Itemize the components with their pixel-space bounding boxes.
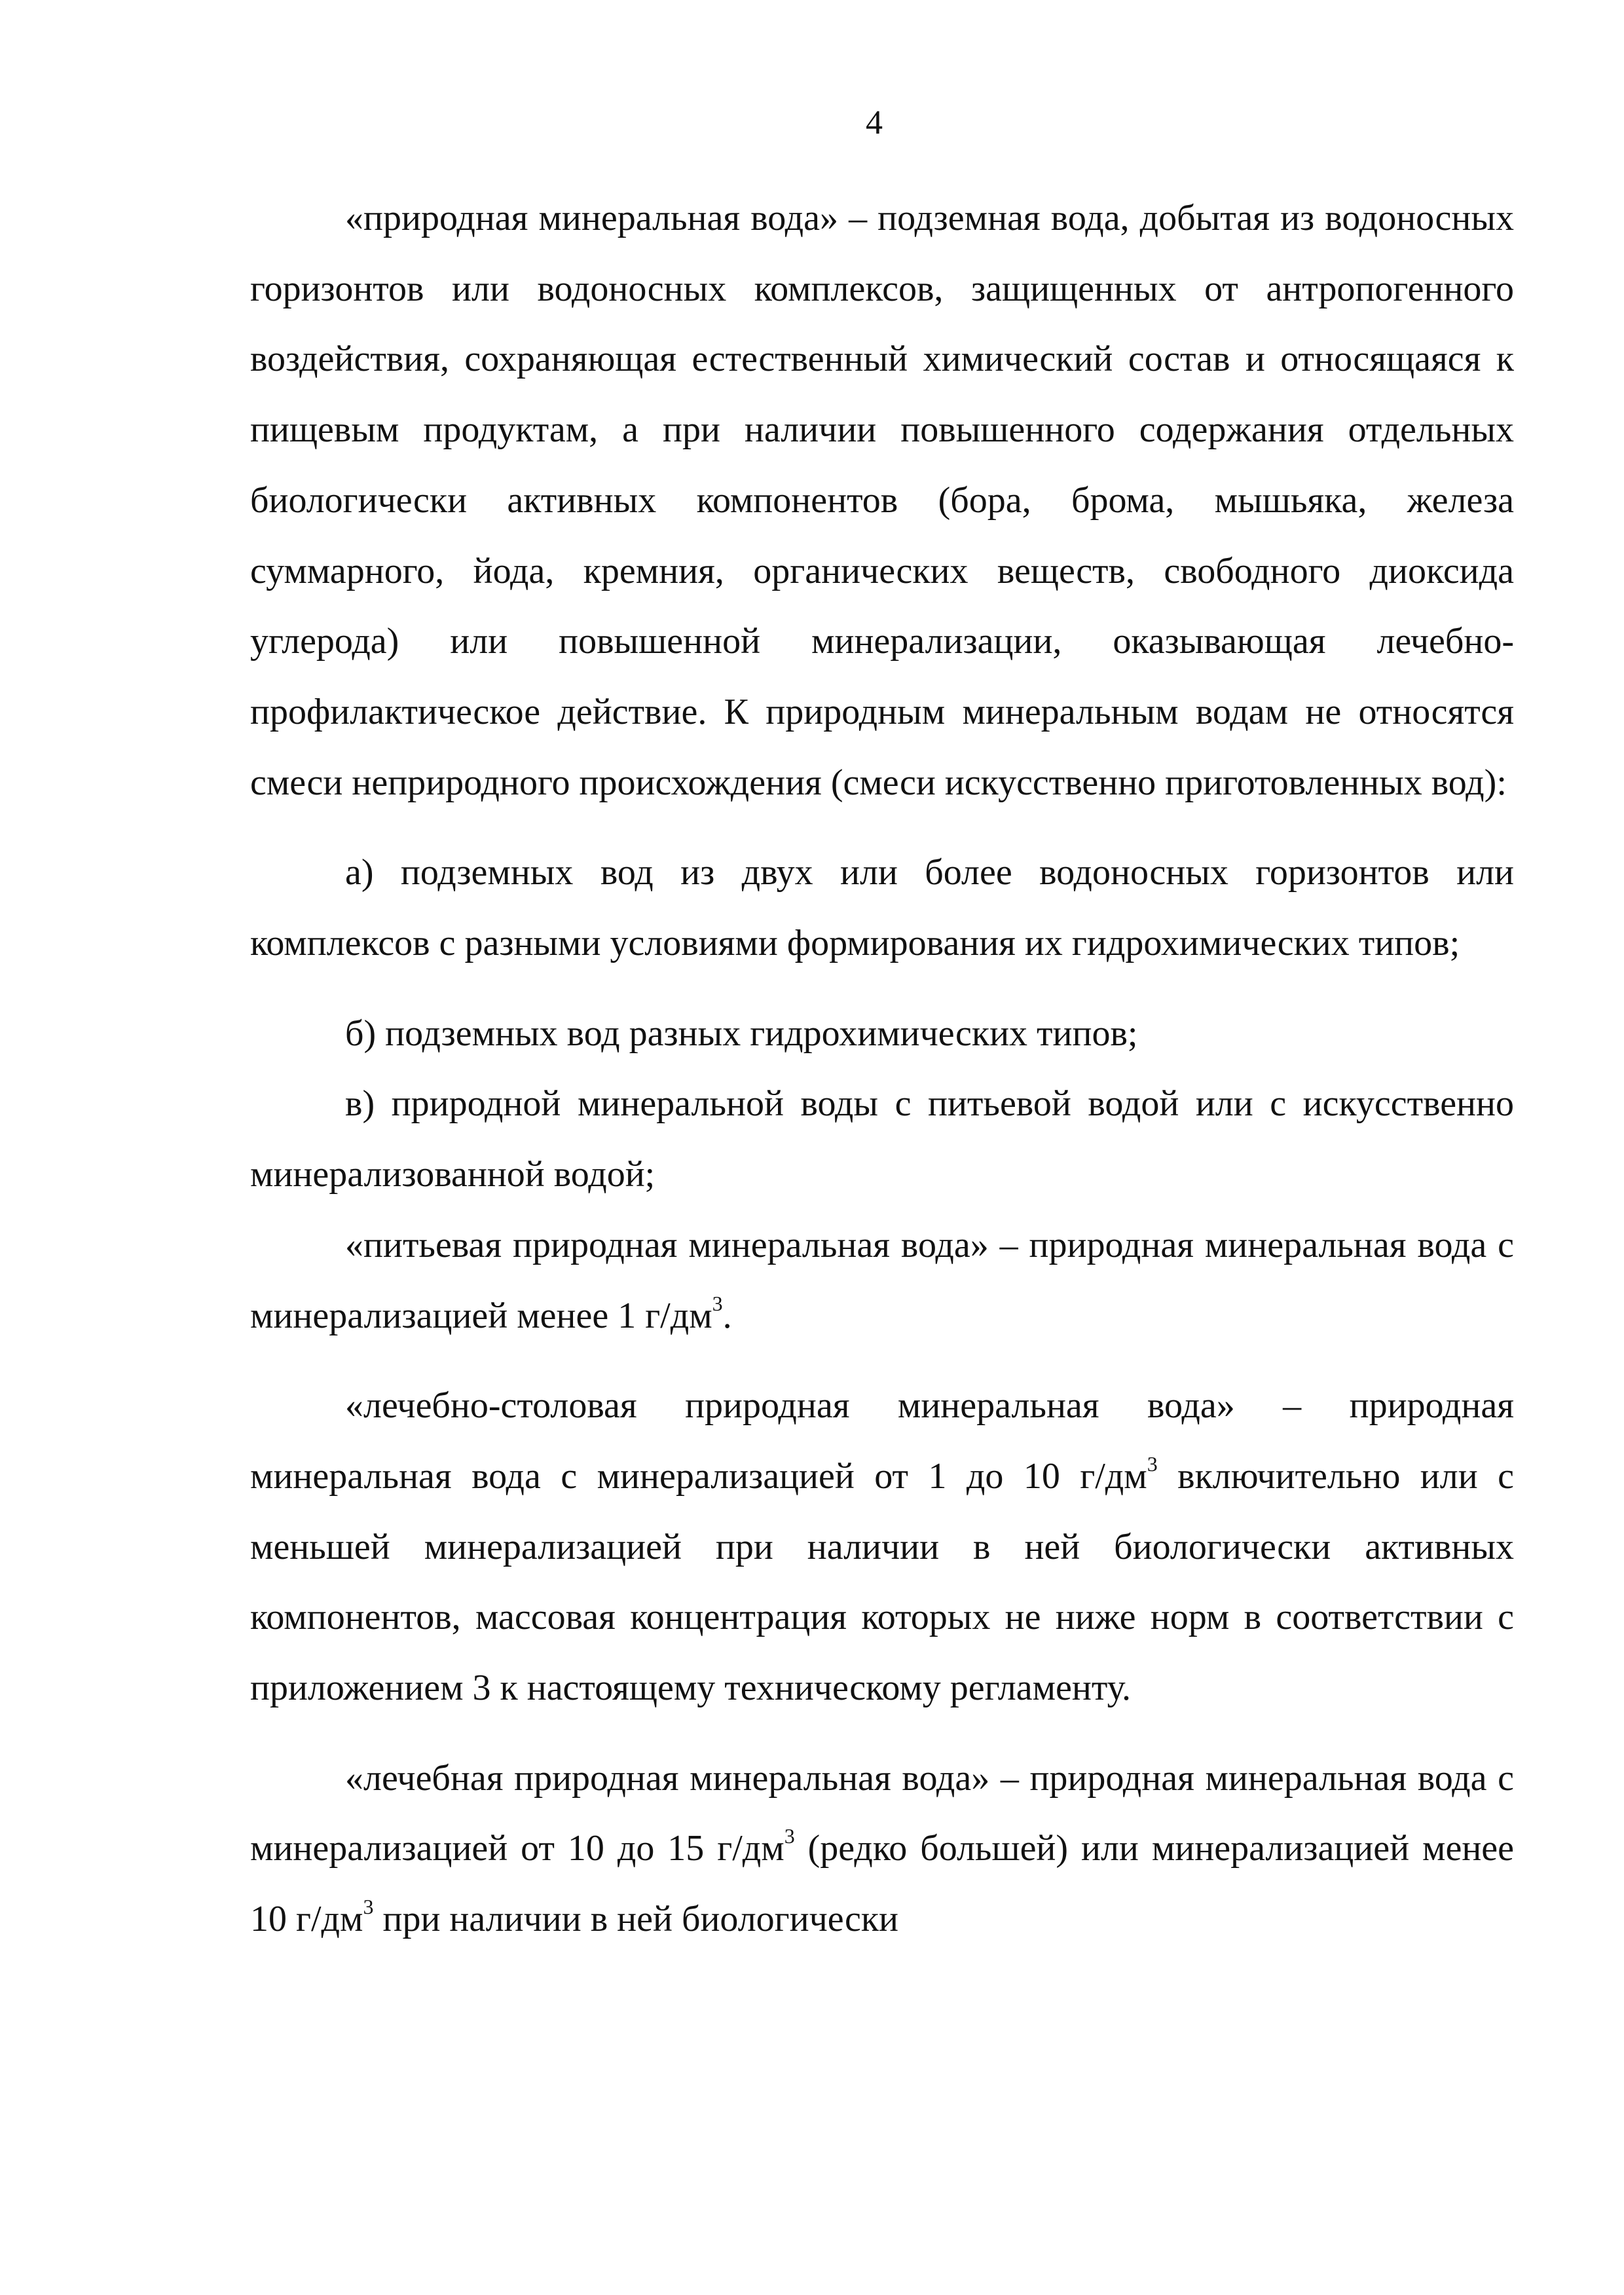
definition-medical-table-water — [250, 1371, 1514, 1724]
definition-medical-water — [250, 1744, 1514, 1955]
definition-tail: включительно или с меньшей минерализацией при наличии в ней биологически активных компонентов, массовая концентрация которых не ниже норм в соответствии с приложением 3 к настоящему техническому регламенту. — [250, 1455, 1514, 1709]
document-body — [250, 183, 1514, 1955]
definition-tail: . — [722, 1295, 732, 1336]
superscript: 3 — [363, 1895, 374, 1919]
list-item-b: б) подземных вод разных гидрохимических типов; — [345, 1013, 1138, 1054]
list-item-a: а) подземных вод из двух или более водоносных горизонтов или комплексов с разными условиями формирования их гидрохимических типов; — [250, 852, 1514, 964]
definition-text: «лечебная природная минеральная вода» – природная минеральная вода с минерализацией от 10 до 15 г/дм — [250, 1757, 1514, 1869]
definition-text: «питьевая природная минеральная вода» – природная минеральная вода с минерализацией менее 1 г/дм — [250, 1224, 1514, 1336]
superscript: 3 — [1147, 1451, 1158, 1476]
definition-drinking-mineral-water — [250, 1210, 1514, 1351]
definition-middle: (редко большей) или минерализацией менее 10 г/дм — [250, 1828, 1514, 1940]
definition-tail: при наличии в ней биологически — [373, 1899, 899, 1940]
superscript: 3 — [784, 1824, 795, 1848]
definition-natural-mineral-water: «природная минеральная вода» – подземная вода, добытая из водоносных горизонтов или водоносных комплексов, защищенных от антропогенного воздействия, сохраняющая естественный химический состав и относящаяся к пищевым продуктам, а при наличии повышенного содержания отдельных биологически активных компонентов (бора, брома, мышьяка, железа суммарного, йода, кремния, органических веществ, свободного диоксида углерода) или повышенной минерализации, оказывающая лечебно-профилактическое действие. К природным минеральным водам не относятся смеси неприродного происхождения (смеси искусственно приготовленных вод): — [250, 198, 1514, 803]
superscript: 3 — [712, 1291, 723, 1315]
definition-text: «лечебно-столовая природная минеральная вода» – природная минеральная вода с минерализацией от 1 до 10 г/дм — [250, 1385, 1514, 1497]
list-item-v: в) природной минеральной воды с питьевой водой или с искусственно минерализованной водой; — [250, 1083, 1514, 1195]
page-number: 4 — [866, 104, 883, 141]
